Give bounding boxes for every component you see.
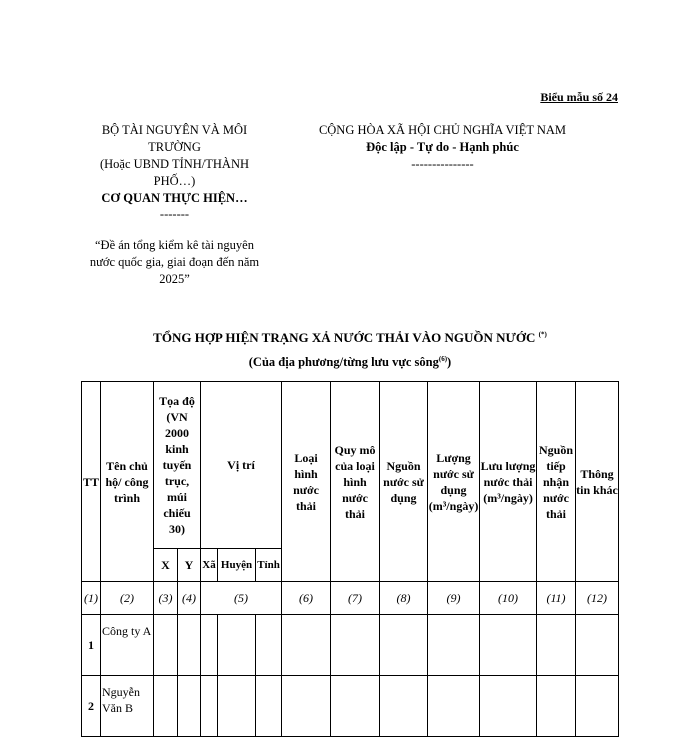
header-usage: Lượng nước sử dụng (m³/ngày) (428, 382, 480, 582)
column-number: (6) (282, 582, 331, 615)
header-other: Thông tin khác (576, 382, 619, 582)
header-type: Loại hình nước thải (282, 382, 331, 582)
column-number: (2) (101, 582, 154, 615)
project-name: “Đề án tổng kiểm kê tài nguyên nước quốc gia, giai đoạn đến năm 2025” (89, 238, 260, 286)
header-location: Vị trí (201, 382, 282, 549)
table-row (82, 615, 619, 676)
column-number: (3) (154, 582, 178, 615)
table-cell (218, 615, 256, 676)
right-header (300, 122, 585, 173)
column-number-row (82, 582, 619, 615)
row-index: 1 (82, 615, 101, 676)
header-tt: TT (82, 382, 101, 582)
left-separator: ------- (159, 207, 190, 221)
document-title: TỔNG HỢP HIỆN TRẠNG XẢ NƯỚC THẢI VÀO NGUỒN NƯỚC (*) (153, 330, 547, 345)
column-number: (8) (380, 582, 428, 615)
row-index: 2 (82, 676, 101, 737)
left-header (82, 122, 267, 288)
header-district: Huyện (218, 549, 256, 582)
table-cell (428, 615, 480, 676)
table-cell (576, 615, 619, 676)
form-number: Biểu mẫu số 24 (540, 90, 618, 104)
ministry-name: BỘ TÀI NGUYÊN VÀ MÔI TRƯỜNG (101, 123, 248, 154)
header-receiver: Nguồn tiếp nhận nước thải (537, 382, 576, 582)
table-cell (154, 615, 178, 676)
header-source: Nguồn nước sử dụng (380, 382, 428, 582)
column-number: (9) (428, 582, 480, 615)
subtitle-note: (6) (438, 355, 448, 363)
right-separator: --------------- (411, 157, 474, 171)
table-cell (537, 615, 576, 676)
ministry-alt: (Hoặc UBND TỈNH/THÀNH PHỐ…) (99, 157, 250, 188)
header-name: Tên chủ hộ/ công trình (101, 382, 154, 582)
table-cell (428, 676, 480, 737)
table-cell (380, 676, 428, 737)
table-cell (218, 676, 256, 737)
table-cell (480, 615, 537, 676)
waste-water-table (81, 381, 619, 737)
table-cell (154, 676, 178, 737)
motto: Độc lập - Tự do - Hạnh phúc (366, 140, 519, 154)
header-coords: Tọa độ (VN 2000 kinh tuyến trục, múi chiếu 30) (154, 382, 201, 549)
row-name: Nguyễn Văn B (101, 676, 154, 737)
column-number: (1) (82, 582, 101, 615)
header-commune: Xã (201, 549, 218, 582)
header-y: Y (178, 549, 201, 582)
column-number: (5) (201, 582, 282, 615)
table-cell (331, 615, 380, 676)
table-cell (480, 676, 537, 737)
column-number: (4) (178, 582, 201, 615)
column-number: (11) (537, 582, 576, 615)
table-cell (201, 676, 218, 737)
table-cell (537, 676, 576, 737)
table-row (82, 676, 619, 737)
table-cell (282, 676, 331, 737)
table-cell (282, 615, 331, 676)
table-cell (178, 676, 201, 737)
table-cell (256, 615, 282, 676)
agency-name: CƠ QUAN THỰC HIỆN… (101, 191, 248, 205)
document-subtitle: (Của địa phương/từng lưu vực sông$^{(6)}$) (248, 355, 452, 370)
table-cell (576, 676, 619, 737)
header-flow: Lưu lượng nước thải (m³/ngày) (480, 382, 537, 582)
table-cell (201, 615, 218, 676)
header-scale: Quy mô của loại hình nước thải (331, 382, 380, 582)
column-number: (12) (576, 582, 619, 615)
table-cell (331, 676, 380, 737)
column-number: (10) (480, 582, 537, 615)
header-x: X (154, 549, 178, 582)
country-name: CỘNG HÒA XÃ HỘI CHỦ NGHĨA VIỆT NAM (318, 123, 567, 137)
header-province: Tỉnh (256, 549, 282, 582)
title-note: (*) (538, 330, 547, 339)
table-cell (256, 676, 282, 737)
column-number: (7) (331, 582, 380, 615)
table-cell (380, 615, 428, 676)
row-name: Công ty A (101, 615, 154, 676)
table-cell (178, 615, 201, 676)
